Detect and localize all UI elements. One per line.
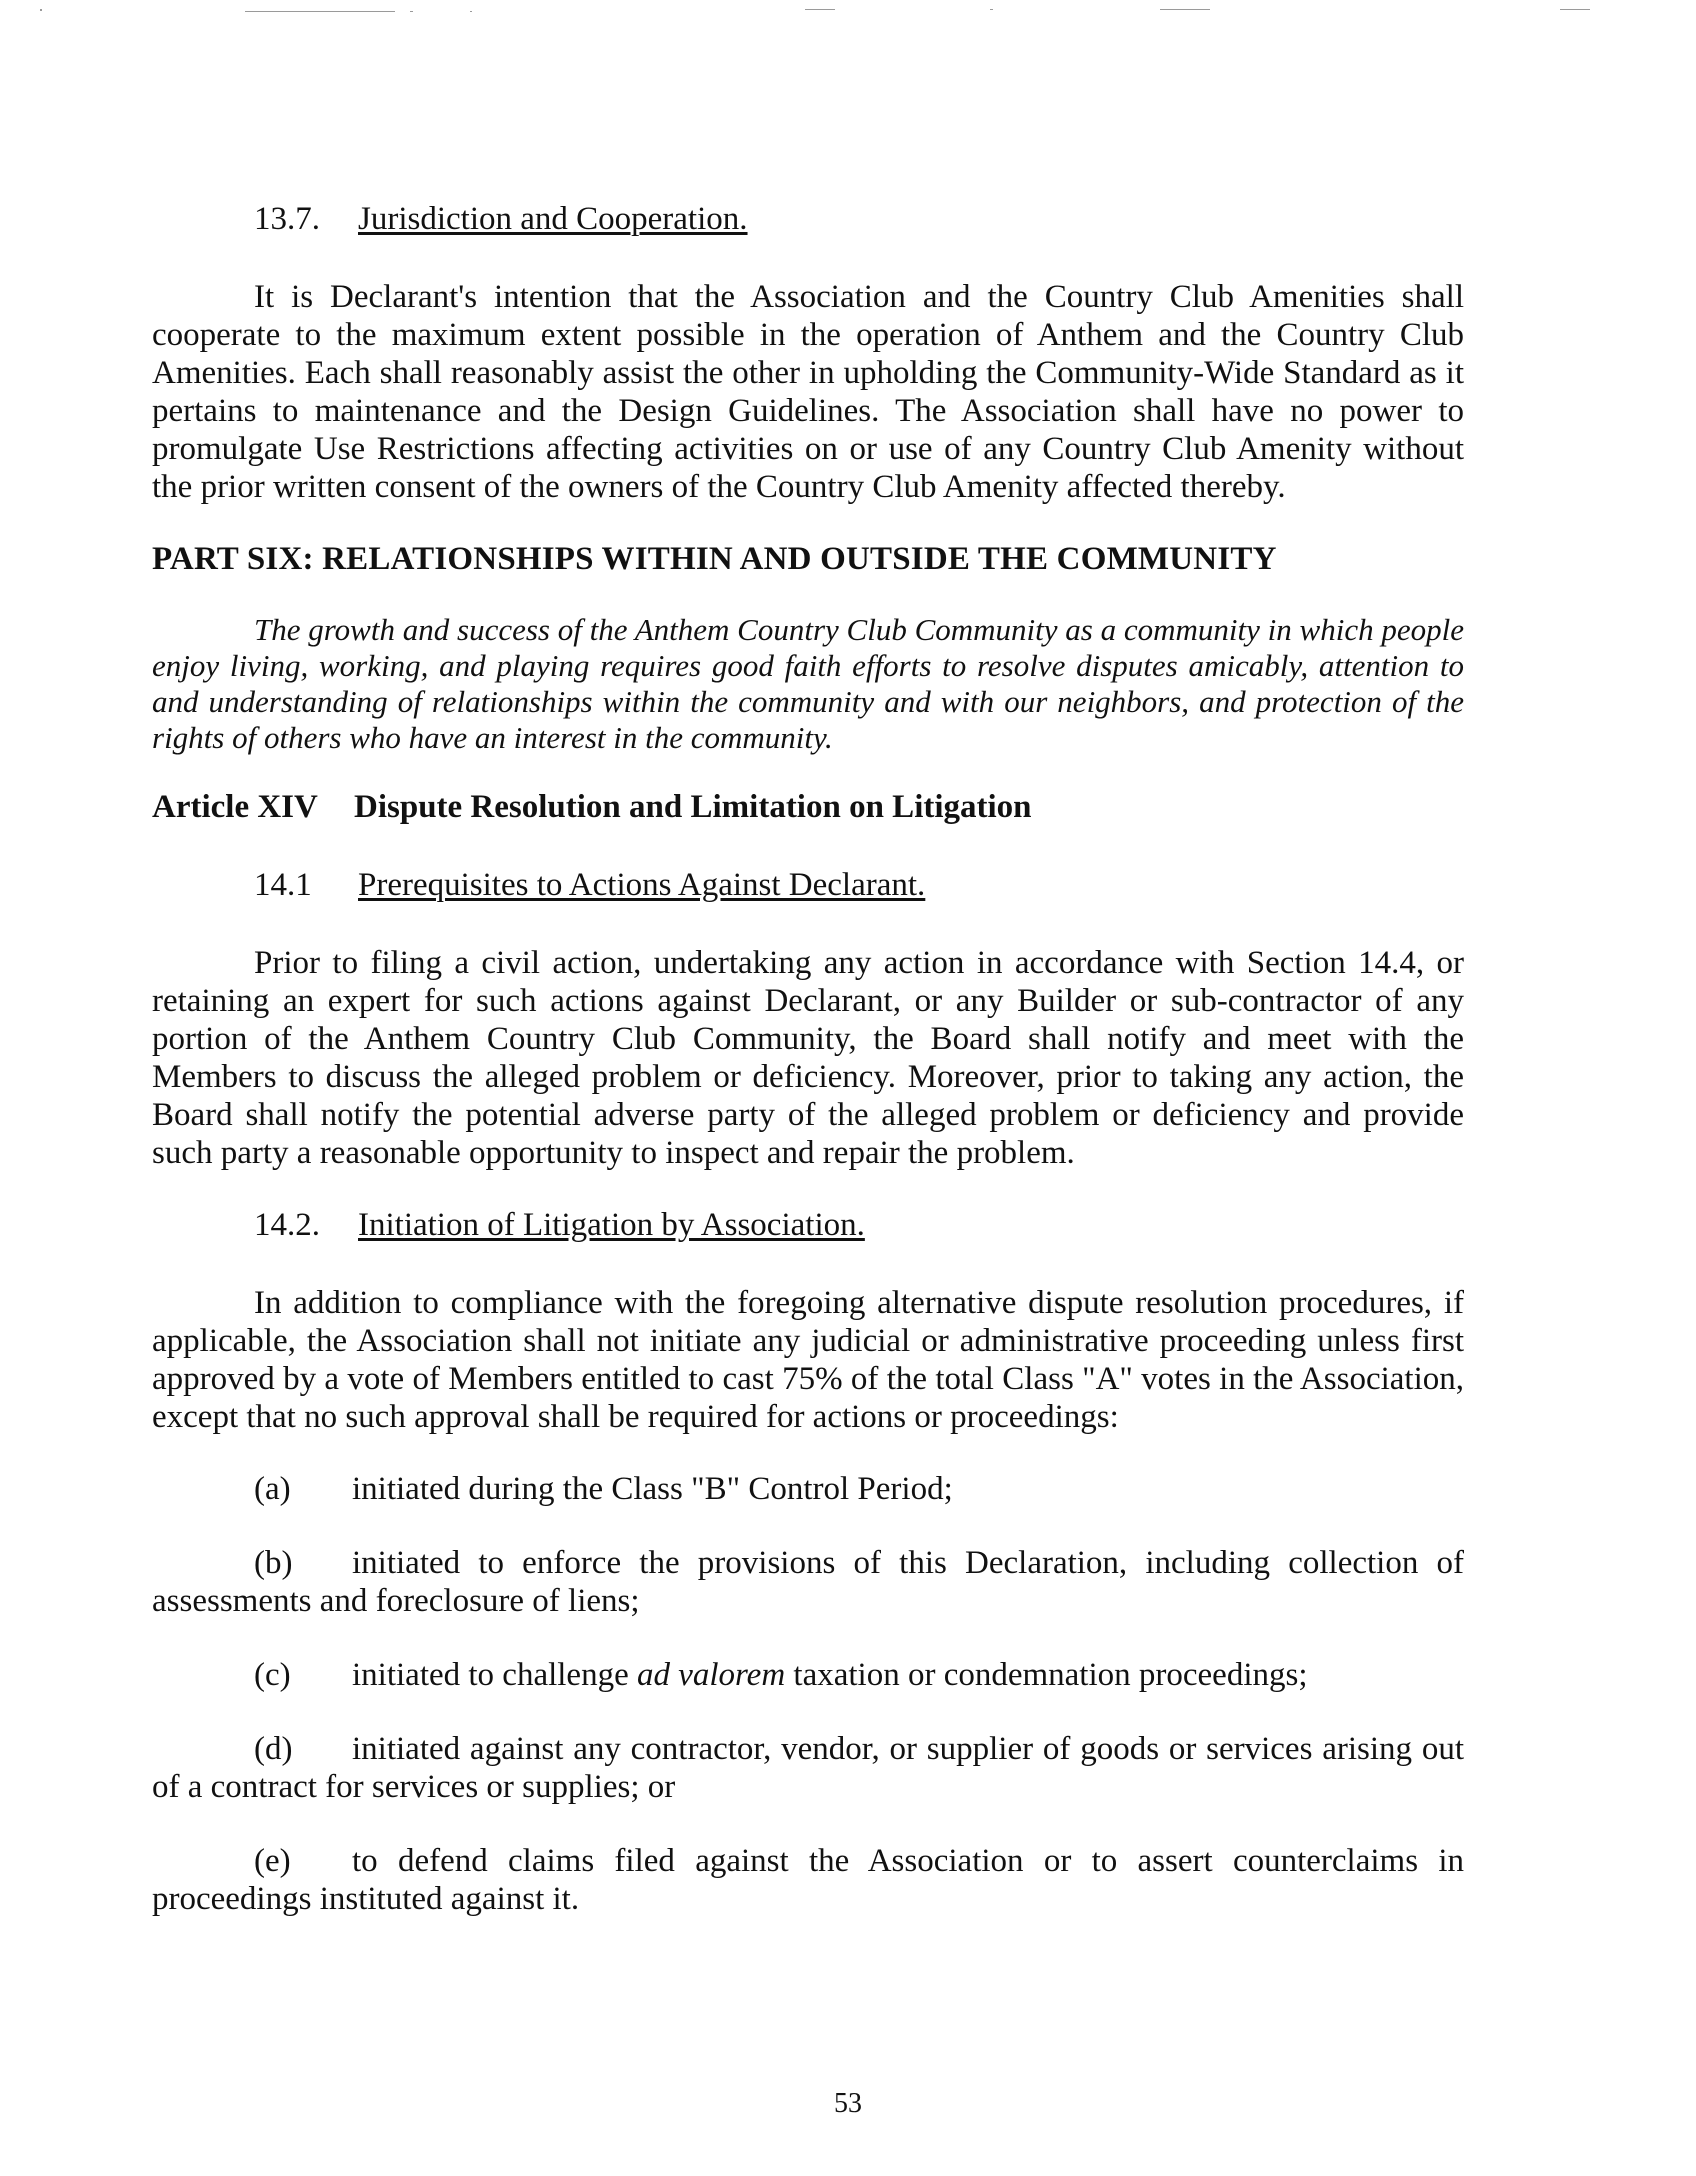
list-item-text: initiated to enforce the provisions of this Declaration, including collection of assessments and foreclosure of liens; [152,1545,1464,1619]
section-14-2-body: In addition to compliance with the foregoing alternative dispute resolution procedures, if applicable, the Association shall not initiate any judicial or administrative proceeding unless first approved by a vote of Members entitled to cast 75% of the total Class "A" votes in the Association, except that no such approval shall be required for actions or proceedings: [152,1285,1464,1435]
page-number: 53 [834,2088,862,2119]
section-heading-14-2 [152,1206,1464,1244]
section-title: Jurisdiction and Cooperation. [358,201,748,237]
section-heading-14-1 [152,866,1464,904]
list-item-text: initiated during the Class "B" Control Period; [352,1471,953,1507]
part-six-title: PART SIX: RELATIONSHIPS WITHIN AND OUTSIDE THE COMMUNITY [152,541,1277,577]
article-number: Article XIV [152,789,318,825]
scan-artifact-dots [0,6,1696,16]
list-item-letter: (b) [254,1545,293,1581]
section-number: 14.2. [254,1207,320,1243]
list-item-c [152,1656,1464,1694]
list-item-letter: (a) [254,1471,291,1507]
list-item-b [152,1544,1464,1620]
list-item-letter: (e) [254,1843,291,1879]
list-item-letter: (d) [254,1731,293,1767]
section-number: 14.1 [254,867,312,903]
list-item-d [152,1730,1464,1806]
section-title: Prerequisites to Actions Against Declarant. [358,867,926,903]
list-item-text-italic: ad valorem [636,1657,786,1693]
list-item-text: to defend claims filed against the Association or to assert counterclaims in proceedings instituted against it. [152,1843,1464,1917]
list-item-text: initiated against any contractor, vendor, or supplier of goods or services arising out of a contract for services or supplies; or [152,1731,1464,1805]
section-heading-13-7 [152,200,1464,238]
section-14-1-body: Prior to filing a civil action, undertaking any action in accordance with Section 14.4, or retaining an expert for such actions against Declarant, or any Builder or sub-contractor of any portion of the Anthem Country Club Community, the Board shall notify and meet with the Members to discuss the alleged problem or deficiency. Moreover, prior to taking any action, the Board shall notify the potential adverse party of the alleged problem or deficiency and provide such party a reasonable opportunity to inspect and repair the problem. [152,945,1464,1171]
article-heading-xiv [152,788,1464,826]
list-item-text-before: initiated to challenge [352,1657,637,1693]
list-item-letter: (c) [254,1657,291,1693]
list-item-a [152,1470,1464,1508]
list-item-text-after: taxation or condemnation proceedings; [785,1657,1308,1693]
part-six-intro: The growth and success of the Anthem Country Club Community as a community in which people enjoy living, working, and playing requires good faith efforts to resolve disputes amicably, attention to and understanding of relationships within the community and with our neighbors, and protection of the rights of others who have an interest in the community. [152,612,1464,755]
section-title: Initiation of Litigation by Association. [358,1207,865,1243]
document-page [152,200,1464,1954]
section-13-7-body: It is Declarant's intention that the Association and the Country Club Amenities shall cooperate to the maximum extent possible in the operation of Anthem and the Country Club Amenities. Each shall reasonably assist the other in upholding the Community-Wide Standard as it pertains to maintenance and the Design Guidelines. The Association shall have no power to promulgate Use Restrictions affecting activities on or use of any Country Club Amenity without the prior written consent of the owners of the Country Club Amenity affected thereby. [152,279,1464,505]
section-number: 13.7. [254,201,320,237]
list-item-e [152,1842,1464,1918]
article-title: Dispute Resolution and Limitation on Litigation [354,789,1032,825]
